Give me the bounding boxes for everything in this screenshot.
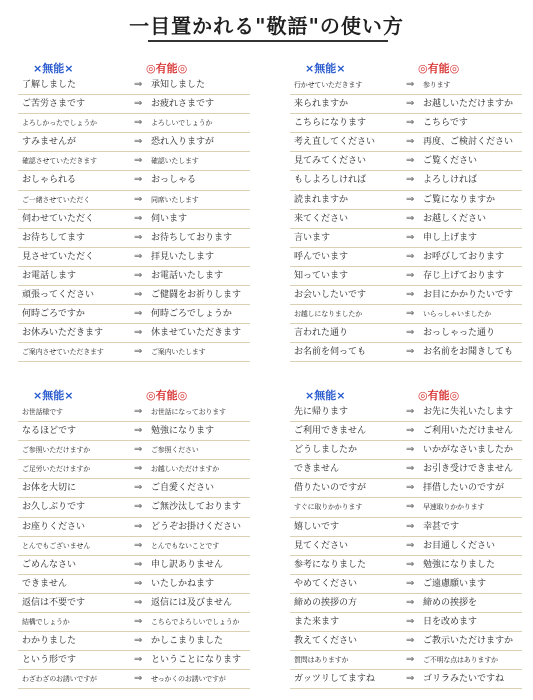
phrase-row bbox=[18, 422, 250, 441]
phrase-row bbox=[290, 613, 522, 632]
correct-phrase: ご健闘をお祈りします bbox=[151, 290, 242, 301]
bad-label: ×無能× bbox=[33, 62, 74, 75]
incorrect-phrase: お越しになりましたか bbox=[294, 310, 362, 319]
correct-phrase: お目通しください bbox=[423, 540, 496, 551]
arrow-icon: ⇒ bbox=[406, 212, 415, 224]
correct-phrase: お越しいただけますか bbox=[151, 465, 219, 474]
correct-phrase: 恐れ入りますが bbox=[151, 137, 215, 148]
incorrect-phrase: よろしかったでしょうか bbox=[22, 119, 97, 128]
correct-phrase: 参ります bbox=[423, 81, 451, 89]
arrow-icon: ⇒ bbox=[406, 558, 415, 570]
arrow-icon: ⇒ bbox=[406, 520, 415, 532]
correct-phrase: 承知しました bbox=[151, 80, 206, 90]
incorrect-phrase: お座りください bbox=[22, 521, 86, 532]
correct-phrase: 勉強になりました bbox=[423, 559, 496, 570]
correct-phrase: ご参照ください bbox=[151, 446, 199, 455]
incorrect-phrase: もしよろしければ bbox=[294, 175, 367, 186]
section-bottom-left bbox=[18, 385, 250, 689]
arrow-icon: ⇒ bbox=[134, 155, 143, 167]
correct-phrase: ご案内いたします bbox=[151, 348, 206, 357]
correct-phrase: 返信には及びません bbox=[151, 597, 233, 608]
correct-phrase: ご覧ください bbox=[423, 156, 478, 167]
phrase-row bbox=[290, 651, 522, 670]
arrow-icon: ⇒ bbox=[406, 635, 415, 647]
correct-phrase: 日を改めます bbox=[423, 617, 478, 628]
incorrect-phrase: という形です bbox=[22, 655, 77, 666]
correct-phrase: 幸甚です bbox=[423, 521, 460, 532]
arrow-icon: ⇒ bbox=[134, 212, 143, 224]
incorrect-phrase: やめてください bbox=[294, 578, 358, 589]
phrase-row bbox=[290, 441, 522, 460]
arrow-icon: ⇒ bbox=[134, 79, 143, 90]
arrow-icon: ⇒ bbox=[134, 596, 143, 608]
phrase-row bbox=[18, 248, 250, 267]
arrow-icon: ⇒ bbox=[134, 289, 143, 301]
phrase-row bbox=[18, 95, 250, 114]
incorrect-phrase: お名前を伺っても bbox=[294, 347, 367, 358]
incorrect-phrase: 言います bbox=[294, 232, 331, 243]
arrow-icon: ⇒ bbox=[134, 635, 143, 647]
phrase-row bbox=[290, 229, 522, 248]
correct-phrase: いかがなさいましたか bbox=[423, 445, 514, 456]
phrase-row bbox=[18, 305, 250, 324]
correct-phrase: 確認いたします bbox=[151, 157, 199, 166]
correct-phrase: 再度、ご検討ください bbox=[423, 137, 514, 148]
incorrect-phrase: 見てみてください bbox=[294, 156, 367, 167]
correct-phrase: 何時ごろでしょうか bbox=[151, 309, 232, 320]
arrow-icon: ⇒ bbox=[134, 269, 143, 281]
title-underline bbox=[148, 40, 388, 42]
phrase-row bbox=[18, 479, 250, 498]
incorrect-phrase: とんでもございません bbox=[22, 541, 90, 550]
arrow-icon: ⇒ bbox=[134, 231, 143, 243]
arrow-icon: ⇒ bbox=[406, 654, 415, 666]
arrow-icon: ⇒ bbox=[406, 289, 415, 301]
arrow-icon: ⇒ bbox=[406, 269, 415, 281]
incorrect-phrase: こちらになります bbox=[294, 118, 367, 129]
phrase-row bbox=[290, 632, 522, 651]
incorrect-phrase: 参考になりました bbox=[294, 559, 367, 570]
correct-phrase: 勉強になります bbox=[151, 426, 215, 437]
incorrect-phrase: ご利用できません bbox=[294, 426, 367, 437]
arrow-icon: ⇒ bbox=[406, 308, 415, 320]
phrase-row bbox=[18, 114, 250, 133]
incorrect-phrase: 知っています bbox=[294, 270, 349, 281]
phrase-row bbox=[18, 575, 250, 594]
correct-phrase: いらっしゃいましたか bbox=[423, 310, 491, 319]
correct-phrase: 申し上げます bbox=[423, 232, 478, 243]
correct-phrase: お越しください bbox=[423, 213, 487, 224]
good-label: ◎有能◎ bbox=[418, 62, 460, 75]
section-header bbox=[18, 385, 250, 403]
arrow-icon: ⇒ bbox=[406, 673, 415, 685]
phrase-row bbox=[18, 343, 250, 362]
arrow-icon: ⇒ bbox=[134, 98, 143, 110]
correct-phrase: 申し訳ありません bbox=[151, 559, 224, 570]
incorrect-phrase: 来てください bbox=[294, 213, 349, 224]
correct-phrase: ご遠慮願います bbox=[423, 578, 487, 589]
incorrect-phrase: 頑張ってください bbox=[22, 290, 95, 301]
arrow-icon: ⇒ bbox=[134, 463, 143, 475]
arrow-icon: ⇒ bbox=[134, 406, 143, 417]
incorrect-phrase: 言われた通り bbox=[294, 328, 349, 339]
correct-phrase: お待ちしております bbox=[151, 232, 233, 243]
phrase-row bbox=[290, 594, 522, 613]
phrase-row bbox=[18, 441, 250, 460]
correct-phrase: 拝借したいのですが bbox=[423, 483, 505, 494]
correct-phrase: お電話いたします bbox=[151, 270, 224, 281]
incorrect-phrase: すぐに取りかかります bbox=[294, 503, 362, 512]
arrow-icon: ⇒ bbox=[134, 250, 143, 262]
arrow-icon: ⇒ bbox=[134, 501, 143, 513]
arrow-icon: ⇒ bbox=[134, 136, 143, 148]
correct-phrase: よろしいでしょうか bbox=[151, 119, 213, 128]
arrow-icon: ⇒ bbox=[406, 425, 415, 437]
correct-phrase: 同席いたします bbox=[151, 195, 199, 204]
incorrect-phrase: ご案内させていただきます bbox=[22, 348, 104, 357]
correct-phrase: どうぞお掛けください bbox=[151, 521, 242, 532]
phrase-row bbox=[290, 422, 522, 441]
arrow-icon: ⇒ bbox=[406, 136, 415, 148]
incorrect-phrase: わざわざのお誘いですが bbox=[22, 675, 97, 684]
arrow-icon: ⇒ bbox=[406, 327, 415, 339]
good-label: ◎有能◎ bbox=[146, 389, 188, 402]
arrow-icon: ⇒ bbox=[406, 616, 415, 628]
correct-phrase: お先に失礼いたします bbox=[423, 407, 514, 417]
incorrect-phrase: すみませんが bbox=[22, 137, 77, 148]
arrow-icon: ⇒ bbox=[406, 346, 415, 358]
correct-phrase: 締めの挨拶を bbox=[423, 597, 478, 608]
phrase-row bbox=[18, 133, 250, 152]
arrow-icon: ⇒ bbox=[406, 406, 415, 417]
correct-phrase: お疲れさまです bbox=[151, 99, 215, 110]
phrase-row bbox=[18, 324, 250, 343]
phrase-row bbox=[290, 479, 522, 498]
arrow-icon: ⇒ bbox=[406, 596, 415, 608]
incorrect-phrase: ご足労いただけますか bbox=[22, 465, 90, 474]
page-title: 一目置かれる"敬語"の使い方 bbox=[129, 14, 404, 38]
incorrect-phrase: 結構でしょうか bbox=[22, 618, 70, 627]
phrase-row bbox=[18, 460, 250, 479]
bad-label: ×無能× bbox=[305, 389, 346, 402]
correct-phrase: ご自愛ください bbox=[151, 483, 215, 494]
phrase-row bbox=[290, 403, 522, 422]
arrow-icon: ⇒ bbox=[406, 193, 415, 205]
phrase-row bbox=[18, 229, 250, 248]
incorrect-phrase: 確認させていただきます bbox=[22, 157, 97, 166]
incorrect-phrase: また来ます bbox=[294, 617, 340, 628]
correct-phrase: お引き受けできません bbox=[423, 464, 514, 475]
phrase-row bbox=[290, 305, 522, 324]
arrow-icon: ⇒ bbox=[406, 174, 415, 186]
arrow-icon: ⇒ bbox=[406, 539, 415, 551]
arrow-icon: ⇒ bbox=[406, 98, 415, 110]
arrow-icon: ⇒ bbox=[134, 308, 143, 320]
incorrect-phrase: ごめんなさい bbox=[22, 559, 77, 570]
incorrect-phrase: 伺わせていただく bbox=[22, 213, 95, 224]
phrase-row bbox=[18, 556, 250, 575]
arrow-icon: ⇒ bbox=[134, 577, 143, 589]
incorrect-phrase: 何時ごろですか bbox=[22, 309, 85, 320]
phrase-row bbox=[18, 267, 250, 286]
phrase-row bbox=[18, 76, 250, 95]
phrase-row bbox=[290, 152, 522, 171]
arrow-icon: ⇒ bbox=[406, 482, 415, 494]
section-top-left bbox=[18, 58, 250, 362]
good-label: ◎有能◎ bbox=[146, 62, 188, 75]
phrase-row bbox=[18, 632, 250, 651]
correct-phrase: 休ませていただきます bbox=[151, 328, 242, 339]
arrow-icon: ⇒ bbox=[406, 501, 415, 513]
phrase-row bbox=[290, 76, 522, 95]
incorrect-phrase: 質問はありますか bbox=[294, 656, 349, 665]
phrase-row bbox=[290, 171, 522, 190]
correct-phrase: よろしければ bbox=[423, 175, 478, 186]
correct-phrase: こちらでよろしいでしょうか bbox=[151, 618, 240, 627]
phrase-row bbox=[18, 670, 250, 689]
incorrect-phrase: ご苦労さまです bbox=[22, 99, 86, 110]
phrase-row bbox=[18, 594, 250, 613]
phrase-row bbox=[290, 133, 522, 152]
bad-label: ×無能× bbox=[305, 62, 346, 75]
phrase-row bbox=[18, 286, 250, 305]
phrase-row bbox=[290, 556, 522, 575]
incorrect-phrase: ご参照いただけますか bbox=[22, 446, 90, 455]
arrow-icon: ⇒ bbox=[134, 539, 143, 551]
correct-phrase: ご不明な点はありますか bbox=[423, 656, 498, 665]
incorrect-phrase: 嬉しいです bbox=[294, 521, 340, 532]
section-header bbox=[290, 58, 522, 76]
correct-phrase: ご無沙汰しております bbox=[151, 502, 242, 513]
phrase-row bbox=[18, 651, 250, 670]
phrase-row bbox=[290, 498, 522, 517]
incorrect-phrase: わかりました bbox=[22, 636, 77, 647]
phrase-row bbox=[18, 403, 250, 422]
arrow-icon: ⇒ bbox=[406, 231, 415, 243]
phrase-row bbox=[290, 518, 522, 537]
correct-phrase: 存じ上げております bbox=[423, 270, 505, 281]
arrow-icon: ⇒ bbox=[134, 117, 143, 129]
phrase-row bbox=[290, 248, 522, 267]
correct-phrase: お越しいただけますか bbox=[423, 99, 514, 110]
phrase-row bbox=[18, 518, 250, 537]
incorrect-phrase: お体を大切に bbox=[22, 483, 77, 494]
incorrect-phrase: できません bbox=[22, 578, 68, 589]
section-header bbox=[290, 385, 522, 403]
incorrect-phrase: 先に帰ります bbox=[294, 407, 349, 417]
phrase-row bbox=[290, 286, 522, 305]
section-bottom-right bbox=[290, 385, 522, 689]
phrase-row bbox=[290, 95, 522, 114]
correct-phrase: ご教示いただけますか bbox=[423, 636, 514, 647]
incorrect-phrase: 返信は不要です bbox=[22, 597, 86, 608]
phrase-row bbox=[18, 171, 250, 190]
incorrect-phrase: 見させていただく bbox=[22, 251, 95, 262]
incorrect-phrase: 読まれますか bbox=[294, 194, 349, 205]
correct-phrase: こちらです bbox=[423, 118, 468, 129]
arrow-icon: ⇒ bbox=[406, 577, 415, 589]
arrow-icon: ⇒ bbox=[134, 425, 143, 437]
incorrect-phrase: お世話様です bbox=[22, 408, 63, 416]
phrase-row bbox=[18, 152, 250, 171]
arrow-icon: ⇒ bbox=[406, 250, 415, 262]
incorrect-phrase: 締めの挨拶の方 bbox=[294, 597, 358, 608]
section-header bbox=[18, 58, 250, 76]
arrow-icon: ⇒ bbox=[134, 193, 143, 205]
phrase-row bbox=[290, 670, 522, 689]
correct-phrase: おっしゃる bbox=[151, 175, 197, 186]
arrow-icon: ⇒ bbox=[134, 558, 143, 570]
arrow-icon: ⇒ bbox=[406, 79, 415, 90]
correct-phrase: ご覧になりますか bbox=[423, 194, 496, 205]
phrase-row bbox=[290, 460, 522, 479]
correct-phrase: お呼びしております bbox=[423, 251, 505, 262]
incorrect-phrase: どうしましたか bbox=[294, 445, 358, 456]
arrow-icon: ⇒ bbox=[406, 463, 415, 475]
arrow-icon: ⇒ bbox=[134, 444, 143, 456]
correct-phrase: おっしゃった通り bbox=[423, 328, 496, 339]
phrase-row bbox=[290, 191, 522, 210]
good-label: ◎有能◎ bbox=[418, 389, 460, 402]
phrase-row bbox=[290, 114, 522, 133]
incorrect-phrase: なるほどです bbox=[22, 426, 77, 437]
correct-phrase: 伺います bbox=[151, 213, 188, 224]
phrase-row bbox=[18, 498, 250, 517]
phrase-row bbox=[290, 324, 522, 343]
arrow-icon: ⇒ bbox=[134, 174, 143, 186]
incorrect-phrase: 来られますか bbox=[294, 99, 349, 110]
section-top-right bbox=[290, 58, 522, 362]
arrow-icon: ⇒ bbox=[134, 673, 143, 685]
incorrect-phrase: 借りたいのですが bbox=[294, 483, 367, 494]
phrase-row bbox=[290, 267, 522, 286]
correct-phrase: お目にかかりたいです bbox=[423, 290, 514, 301]
correct-phrase: いたしかねます bbox=[151, 578, 215, 589]
phrase-row bbox=[18, 537, 250, 556]
phrase-row bbox=[290, 210, 522, 229]
phrase-row bbox=[290, 537, 522, 556]
incorrect-phrase: おしゃられる bbox=[22, 175, 77, 186]
arrow-icon: ⇒ bbox=[406, 444, 415, 456]
correct-phrase: とんでもないことです bbox=[151, 541, 219, 550]
correct-phrase: お名前をお聞きしても bbox=[423, 347, 514, 358]
arrow-icon: ⇒ bbox=[406, 155, 415, 167]
phrase-row bbox=[290, 575, 522, 594]
incorrect-phrase: お久しぶりです bbox=[22, 502, 86, 513]
correct-phrase: ゴリラみたいですね bbox=[423, 674, 505, 685]
correct-phrase: お世話になっております bbox=[151, 408, 226, 416]
incorrect-phrase: 呼んでいます bbox=[294, 251, 349, 262]
correct-phrase: せっかくのお誘いですが bbox=[151, 675, 226, 684]
correct-phrase: ということになります bbox=[151, 655, 242, 666]
correct-phrase: ご利用いただけません bbox=[423, 426, 514, 437]
incorrect-phrase: ご一緒させていただく bbox=[22, 195, 90, 204]
incorrect-phrase: お休みいただきます bbox=[22, 328, 104, 339]
arrow-icon: ⇒ bbox=[134, 346, 143, 358]
correct-phrase: かしこまりました bbox=[151, 636, 224, 647]
incorrect-phrase: お電話します bbox=[22, 270, 77, 281]
phrase-row bbox=[18, 613, 250, 632]
correct-phrase: 拝見いたします bbox=[151, 251, 215, 262]
phrase-row bbox=[18, 210, 250, 229]
correct-phrase: 早速取りかかります bbox=[423, 503, 485, 512]
incorrect-phrase: 了解しました bbox=[22, 80, 77, 90]
phrase-row bbox=[290, 343, 522, 362]
arrow-icon: ⇒ bbox=[134, 654, 143, 666]
incorrect-phrase: お会いしたいです bbox=[294, 290, 367, 301]
phrase-row bbox=[18, 191, 250, 210]
incorrect-phrase: ガッツリしてますね bbox=[294, 674, 375, 685]
incorrect-phrase: 行かせていただきます bbox=[294, 81, 362, 89]
arrow-icon: ⇒ bbox=[134, 327, 143, 339]
incorrect-phrase: できません bbox=[294, 464, 340, 475]
arrow-icon: ⇒ bbox=[134, 520, 143, 532]
arrow-icon: ⇒ bbox=[134, 616, 143, 628]
incorrect-phrase: 考え直してください bbox=[294, 137, 376, 148]
bad-label: ×無能× bbox=[33, 389, 74, 402]
arrow-icon: ⇒ bbox=[134, 482, 143, 494]
incorrect-phrase: 教えてください bbox=[294, 636, 358, 647]
incorrect-phrase: 見てください bbox=[294, 540, 349, 551]
incorrect-phrase: お待ちしてます bbox=[22, 232, 86, 243]
arrow-icon: ⇒ bbox=[406, 117, 415, 129]
